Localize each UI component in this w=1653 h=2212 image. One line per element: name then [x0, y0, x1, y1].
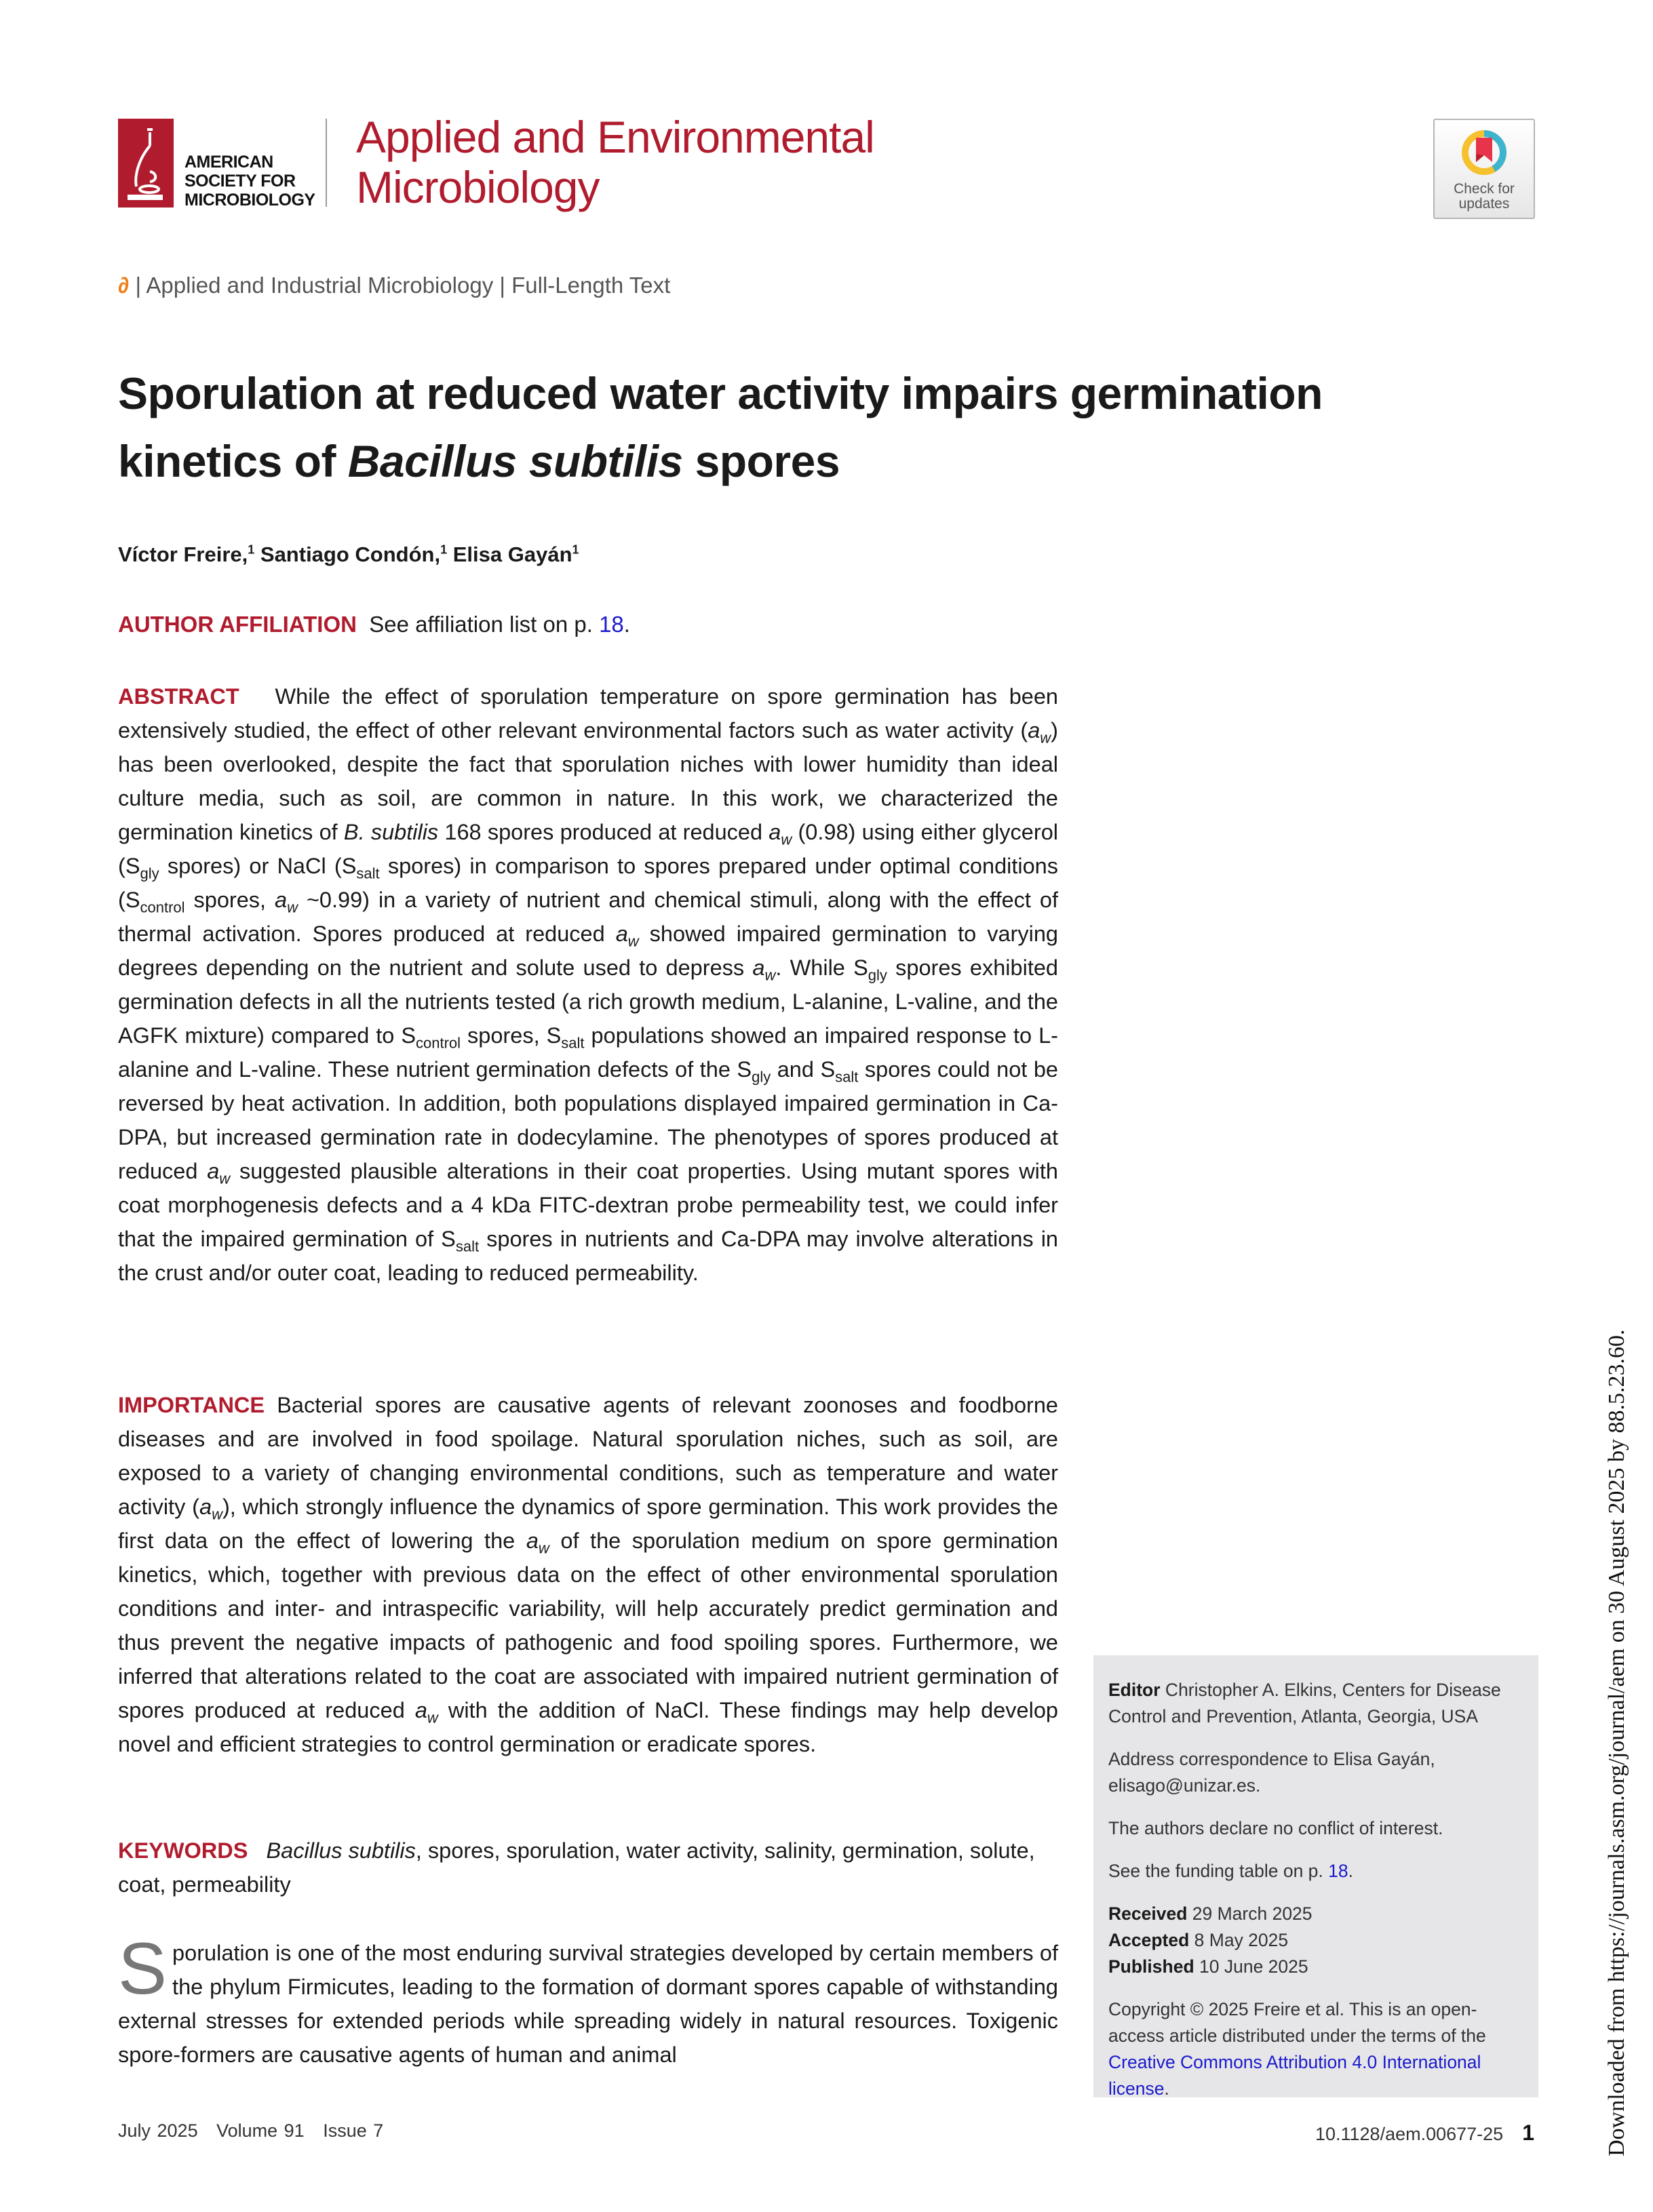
importance-label: IMPORTANCE: [118, 1393, 265, 1417]
received-value: 29 March 2025: [1187, 1903, 1312, 1924]
abstract-text: ) has been overlooked, despite the fact that sporulation niches with lower humidity than ideal culture media, such as soil, are common in nature. In this work, we characterized the germination kinetics of: [118, 718, 1058, 844]
author-affiliation-marker: 1: [440, 542, 448, 557]
subscript: salt: [455, 1238, 480, 1255]
abstract-text: ~0.99) in a variety of nutrient and chemical stimuli, along with the effect of thermal activation. Spores produced at reduced: [118, 888, 1059, 946]
symbol-a: a: [526, 1528, 539, 1553]
open-access-icon: ∂: [118, 273, 130, 298]
symbol-w: w: [764, 966, 776, 984]
correspondence: Address correspondence to Elisa Gayán, elisago@unizar.es.: [1108, 1749, 1435, 1796]
symbol-w: w: [219, 1170, 231, 1187]
license-link[interactable]: Creative Commons Attribution 4.0 International license: [1108, 2052, 1481, 2099]
funding-info: [1108, 1858, 1523, 1884]
funding-page-link[interactable]: 18: [1328, 1861, 1348, 1881]
crossmark-icon: [1460, 128, 1509, 177]
journal-name[interactable]: [356, 112, 874, 212]
subscript: gly: [868, 966, 887, 984]
published-date: [1108, 1954, 1523, 1980]
journal-name-line: Microbiology: [356, 162, 600, 212]
species-name: B. subtilis: [343, 820, 439, 844]
importance: [118, 1388, 1058, 1761]
published-label: Published: [1108, 1956, 1194, 1977]
keywords-label: KEYWORDS: [118, 1838, 248, 1863]
abstract-text: and S: [771, 1057, 836, 1082]
issue-date: July 2025: [118, 2120, 198, 2141]
subscript: salt: [561, 1034, 585, 1052]
society-line: AMERICAN: [184, 153, 273, 172]
abstract-text: 168 spores produced at reduced: [438, 820, 769, 844]
accepted-label: Accepted: [1108, 1930, 1190, 1950]
importance-text: Bacterial spores are causative agents of relevant zoonoses and foodborne diseases and are involved in food spoilage. Natural sporulation niches, such as soil, are exposed to a variety of changing environmental conditions, such as temperature and water activity (: [118, 1393, 1058, 1519]
abstract-text: spores,: [184, 888, 275, 912]
symbol-a: a: [414, 1698, 427, 1722]
symbol-a: a: [275, 888, 288, 912]
subscript: gly: [752, 1068, 771, 1086]
published-value: 10 June 2025: [1194, 1956, 1308, 1977]
keywords: [118, 1834, 1058, 1901]
page-number: 1: [1522, 2120, 1534, 2145]
received-label: Received: [1108, 1903, 1188, 1924]
affiliation-page-link[interactable]: 18: [599, 612, 624, 637]
symbol-a: a: [199, 1495, 212, 1519]
abstract: [118, 679, 1058, 1290]
conflict-statement: The authors declare no conflict of interest.: [1108, 1818, 1443, 1838]
society-line: MICROBIOLOGY: [184, 191, 315, 210]
symbol-w: w: [287, 898, 298, 916]
check-updates-label: updates: [1458, 196, 1510, 212]
author-name[interactable]: Elisa Gayán: [452, 542, 572, 566]
check-updates-label: Check for: [1454, 181, 1515, 197]
symbol-w: w: [627, 932, 639, 950]
funding-text: See the funding table on p.: [1108, 1861, 1329, 1881]
abstract-text: (0.98) using either glycerol (S: [118, 820, 1058, 878]
symbol-a: a: [207, 1159, 220, 1183]
abstract-text: showed impaired germination to varying degrees depending on the nutrient and solute used to depress: [118, 922, 1058, 980]
society-line: SOCIETY FOR: [184, 172, 296, 191]
editor-info: [1108, 1677, 1523, 1730]
article-type: Full-Length Text: [511, 273, 671, 298]
author-affiliation-marker: 1: [572, 542, 579, 557]
author-affiliation: [118, 612, 630, 637]
journal-name-line: Applied and Environmental: [356, 112, 874, 162]
drop-cap: S: [118, 1927, 168, 2009]
author-affiliation-marker: 1: [248, 542, 255, 557]
importance-text: ), which strongly influence the dynamics of spore germination. This work provides the first data on the effect of lowering the: [118, 1495, 1058, 1553]
check-for-updates-button[interactable]: [1433, 119, 1535, 219]
symbol-a: a: [752, 955, 765, 980]
subscript: control: [140, 898, 185, 916]
copyright-text: Copyright © 2025 Freire et al. This is an open-access article distributed under the terms of the: [1108, 1999, 1486, 2046]
subscript: gly: [140, 865, 159, 882]
asm-logo: [118, 119, 174, 208]
importance-text: with the addition of NaCl. These findings may help develop novel and efficient strategies to control germination or eradicate spores.: [118, 1698, 1058, 1756]
abstract-text: While the effect of sporulation temperature on spore germination has been extensively studied, the effect of other relevant environmental factors such as water activity (: [118, 684, 1058, 743]
punctuation: .: [1348, 1861, 1354, 1881]
publication-dates: [1108, 1901, 1523, 1980]
download-notice: Downloaded from https://journals.asm.org/journal/aem on 30 August 2025 by 88.5.23.60.: [1604, 1329, 1629, 2156]
abstract-text: spores) in comparison to spores prepared under optimal conditions (S: [118, 854, 1059, 912]
subscript: salt: [356, 865, 380, 882]
abstract-label: ABSTRACT: [118, 684, 239, 709]
importance-text: of the sporulation medium on spore germination kinetics, which, together with previous data on the effect of other environmental sporulation conditions and inter- and intraspecific variability, will help accurately predict germination and thus prevent the negative impacts of pathogenic and food spoiling spores. Furthermore, we inferred that alterations related to the coat are associated with impaired nutrient germination of spores produced at reduced: [118, 1528, 1058, 1722]
author-name[interactable]: Víctor Freire,: [118, 542, 248, 566]
symbol-w: w: [1040, 729, 1051, 747]
issue-info: [118, 2120, 395, 2141]
title-species: Bacillus subtilis: [347, 436, 683, 486]
affiliation-text: See affiliation list on p.: [369, 612, 600, 637]
keyword-species: Bacillus subtilis: [266, 1838, 416, 1863]
volume: Volume 91: [216, 2120, 305, 2141]
abstract-text: spores, S: [461, 1023, 562, 1048]
abstract-text: populations showed an impaired response to L-alanine and L-valine. These nutrient germination defects of the S: [118, 1023, 1058, 1082]
affiliation-label: AUTHOR AFFILIATION: [118, 612, 357, 637]
abstract-text: spores in nutrients and Ca-DPA may involve alterations in the crust and/or outer coat, leading to reduced permeability.: [118, 1227, 1058, 1285]
introduction: [118, 1927, 1058, 2072]
punctuation: .: [1164, 2078, 1169, 2099]
subscript: control: [416, 1034, 461, 1052]
symbol-a: a: [769, 820, 781, 844]
accepted-value: 8 May 2025: [1189, 1930, 1289, 1950]
editor-text: Christopher A. Elkins, Centers for Disease Control and Prevention, Atlanta, Georgia, USA: [1108, 1680, 1501, 1726]
doi[interactable]: 10.1128/aem.00677-25: [1315, 2124, 1504, 2144]
abstract-text: suggested plausible alterations in their coat properties. Using mutant spores with coat morphogenesis defects and a 4 kDa FITC-dextran probe permeability test, we could infer that the impaired germination of S: [118, 1159, 1059, 1251]
keywords-list: , spores, sporulation, water activity, salinity, germination, solute, coat, permeability: [118, 1838, 1035, 1897]
abstract-text: spores could not be reversed by heat activation. In addition, both populations displayed impaired germination in Ca-DPA, but increased germination rate in dodecylamine. The phenotypes of spores produced at reduced: [118, 1057, 1058, 1183]
abstract-text: spores) or NaCl (S: [159, 854, 357, 878]
copyright-notice: [1108, 1996, 1523, 2102]
author-list: [118, 542, 579, 567]
symbol-w: w: [427, 1709, 438, 1726]
title-text: Sporulation at reduced water activity impairs germination kinetics of: [118, 368, 1323, 486]
article-category-line: ∂ | Applied and Industrial Microbiology | Full-Length Text: [118, 273, 671, 298]
symbol-w: w: [212, 1505, 222, 1523]
abstract-text: . While S: [775, 955, 868, 980]
doi-and-page: [1315, 2120, 1534, 2146]
author-name[interactable]: Santiago Condón,: [260, 542, 441, 566]
intro-text: porulation is one of the most enduring survival strategies developed by certain members of the phylum Firmicutes, leading to the formation of dormant spores capable of withstanding external stresses for extended periods while spreading widely in natural resources. Toxigenic spore-formers are causative agents of human and animal: [118, 1941, 1058, 2067]
symbol-a: a: [1028, 718, 1041, 743]
symbol-w: w: [538, 1539, 549, 1557]
received-date: [1108, 1901, 1523, 1927]
article-category: Applied and Industrial Microbiology: [146, 273, 494, 298]
article-title: [118, 359, 1441, 495]
accepted-date: [1108, 1927, 1523, 1954]
issue-number: Issue 7: [323, 2120, 384, 2141]
microscope-logo-icon: [118, 119, 174, 208]
punctuation: .: [623, 612, 630, 637]
society-name: [184, 153, 315, 210]
subscript: salt: [835, 1068, 859, 1086]
title-text: spores: [682, 436, 840, 486]
symbol-a: a: [615, 922, 628, 946]
symbol-w: w: [781, 831, 792, 848]
editor-label: Editor: [1108, 1680, 1161, 1700]
article-info-sidebox: [1093, 1655, 1538, 2097]
header-divider: [326, 119, 327, 207]
abstract-text: spores exhibited germination defects in all the nutrients tested (a rich growth medium, L-alanine, L-valine, and the AGFK mixture) compared to S: [118, 955, 1058, 1048]
